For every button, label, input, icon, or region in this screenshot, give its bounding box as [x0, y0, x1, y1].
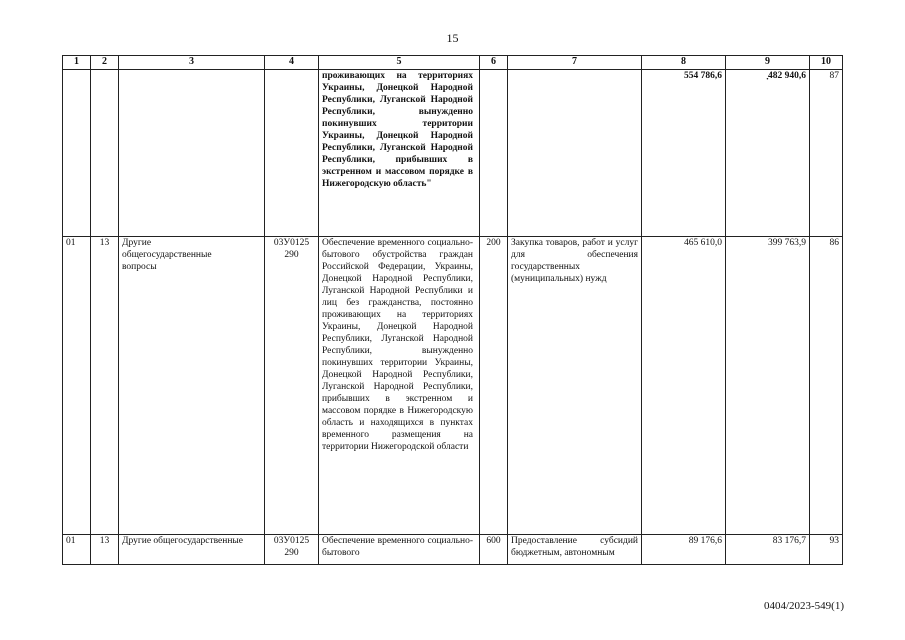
- cell-target-code: 03У0125 290: [265, 535, 319, 565]
- table-row: [63, 535, 843, 565]
- header-col-8: 8: [642, 56, 726, 70]
- cell-target-code: [265, 70, 319, 237]
- cell-expense-description: [508, 70, 642, 237]
- header-col-3: 3: [119, 56, 265, 70]
- cell-section: 01: [63, 237, 91, 535]
- cell-section-name: [119, 70, 265, 237]
- cell-target-description: проживающих на территориях Украины, Донецкой Народной Республики, Луганской Народной Республики, вынужденно покинувших территории Украины, Донецкой Народной Республики, Луганской Народной Республики, прибывших в экстренном и массовом порядке в Нижегородскую область": [319, 70, 480, 237]
- table-row: [63, 237, 843, 535]
- header-col-6: 6: [480, 56, 508, 70]
- stray-mark: ·: [765, 75, 770, 85]
- amount-executed-value: 482 940,6: [768, 71, 806, 81]
- table-row: [63, 70, 843, 237]
- header-col-4: 4: [265, 56, 319, 70]
- header-col-5: 5: [319, 56, 480, 70]
- cell-percent: 87: [810, 70, 843, 237]
- cell-amount-approved: 554 786,6: [642, 70, 726, 237]
- cell-expense-description: Предоставление субсидий бюджетным, автономным: [508, 535, 642, 565]
- cell-subsection: 13: [91, 237, 119, 535]
- cell-target-description: Обеспечение временного социально-бытового обустройства граждан Российской Федерации, Украины, Донецкой Народной Республики, Луганской Народной Республики и лиц без гражданства, постоянно проживающих на территориях Украины, Донецкой Народной Республики, Луганской Народной Республики, вынужденно покинувших территории Украины, Донецкой Народной Республики, Луганской Народной Республики, прибывших в экстренном и массовом порядке в Нижегородскую область и находящихся в пунктах временного размещения на территории Нижегородской области: [319, 237, 480, 535]
- cell-section-name: Другие общегосударственные вопросы: [119, 237, 265, 535]
- cell-subsection: [91, 70, 119, 237]
- header-col-7: 7: [508, 56, 642, 70]
- budget-table: [62, 55, 843, 565]
- cell-section: 01: [63, 535, 91, 565]
- cell-percent: 93: [810, 535, 843, 565]
- cell-expense-type: 600: [480, 535, 508, 565]
- cell-section: [63, 70, 91, 237]
- table-header-row: [63, 56, 843, 70]
- cell-section-name: Другие общегосударственные: [119, 535, 265, 565]
- cell-expense-type: 200: [480, 237, 508, 535]
- cell-amount-executed: 83 176,7: [726, 535, 810, 565]
- page-number: 15: [446, 31, 459, 45]
- cell-amount-approved: 465 610,0: [642, 237, 726, 535]
- cell-expense-type: [480, 70, 508, 237]
- cell-expense-description: Закупка товаров, работ и услуг для обеспечения государственных (муниципальных) нужд: [508, 237, 642, 535]
- cell-amount-approved: 89 176,6: [642, 535, 726, 565]
- cell-target-code: 03У0125 290: [265, 237, 319, 535]
- header-col-9: 9: [726, 56, 810, 70]
- cell-amount-executed: [726, 70, 810, 237]
- header-col-2: 2: [91, 56, 119, 70]
- header-col-10: 10: [810, 56, 843, 70]
- header-col-1: 1: [63, 56, 91, 70]
- cell-target-description: Обеспечение временного социально-бытового: [319, 535, 480, 565]
- cell-subsection: 13: [91, 535, 119, 565]
- document-code: 0404/2023-549(1): [763, 600, 844, 612]
- cell-percent: 86: [810, 237, 843, 535]
- cell-amount-executed: 399 763,9: [726, 237, 810, 535]
